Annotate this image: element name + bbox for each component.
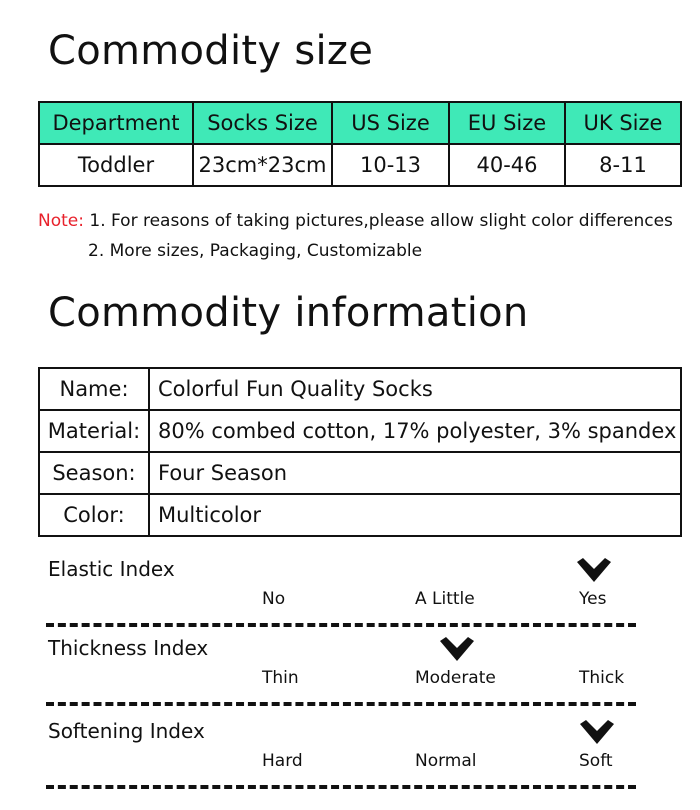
info-row-name <box>39 368 681 410</box>
checkmark-icon <box>577 558 611 584</box>
checkmark-icon <box>580 720 614 746</box>
divider <box>46 623 636 627</box>
info-value: 80% combed cotton, 17% polyester, 3% spandex <box>149 410 681 452</box>
divider <box>46 702 636 706</box>
commodity-information-title: Commodity information <box>48 290 529 336</box>
thickness-option-thick: Thick <box>579 668 625 688</box>
note-text-2: 2. More sizes, Packaging, Customizable <box>88 241 423 261</box>
header-uk-size: UK Size <box>565 102 681 144</box>
note-text-1: 1. For reasons of taking pictures,please allow slight color differences <box>89 211 673 231</box>
info-key: Material: <box>39 410 149 452</box>
elastic-option-yes: Yes <box>579 589 607 609</box>
cell-socks-size: 23cm*23cm <box>193 144 332 186</box>
note-line-1 <box>38 211 673 231</box>
info-row-color <box>39 494 681 536</box>
size-table-header-row <box>39 102 681 144</box>
header-socks-size: Socks Size <box>193 102 332 144</box>
info-key: Season: <box>39 452 149 494</box>
info-value: Multicolor <box>149 494 681 536</box>
info-key: Name: <box>39 368 149 410</box>
cell-us-size: 10-13 <box>332 144 449 186</box>
info-table <box>38 367 682 537</box>
softening-option-soft: Soft <box>579 751 613 771</box>
size-table <box>38 101 682 187</box>
divider <box>46 785 636 789</box>
info-row-season <box>39 452 681 494</box>
thickness-option-moderate: Moderate <box>415 668 496 688</box>
thickness-option-thin: Thin <box>262 668 299 688</box>
cell-uk-size: 8-11 <box>565 144 681 186</box>
size-table-row <box>39 144 681 186</box>
info-key: Color: <box>39 494 149 536</box>
checkmark-icon <box>440 637 474 663</box>
info-row-material <box>39 410 681 452</box>
softening-option-hard: Hard <box>262 751 303 771</box>
note-label: Note: <box>38 211 84 231</box>
cell-eu-size: 40-46 <box>449 144 565 186</box>
info-value: Four Season <box>149 452 681 494</box>
header-eu-size: EU Size <box>449 102 565 144</box>
header-us-size: US Size <box>332 102 449 144</box>
elastic-option-a-little: A Little <box>415 589 475 609</box>
elastic-option-no: No <box>262 589 286 609</box>
commodity-size-title: Commodity size <box>48 28 374 74</box>
softening-index-title: Softening Index <box>48 719 205 743</box>
cell-department: Toddler <box>39 144 193 186</box>
thickness-index-title: Thickness Index <box>48 636 209 660</box>
softening-option-normal: Normal <box>415 751 477 771</box>
info-value: Colorful Fun Quality Socks <box>149 368 681 410</box>
elastic-index-title: Elastic Index <box>48 557 175 581</box>
header-department: Department <box>39 102 193 144</box>
